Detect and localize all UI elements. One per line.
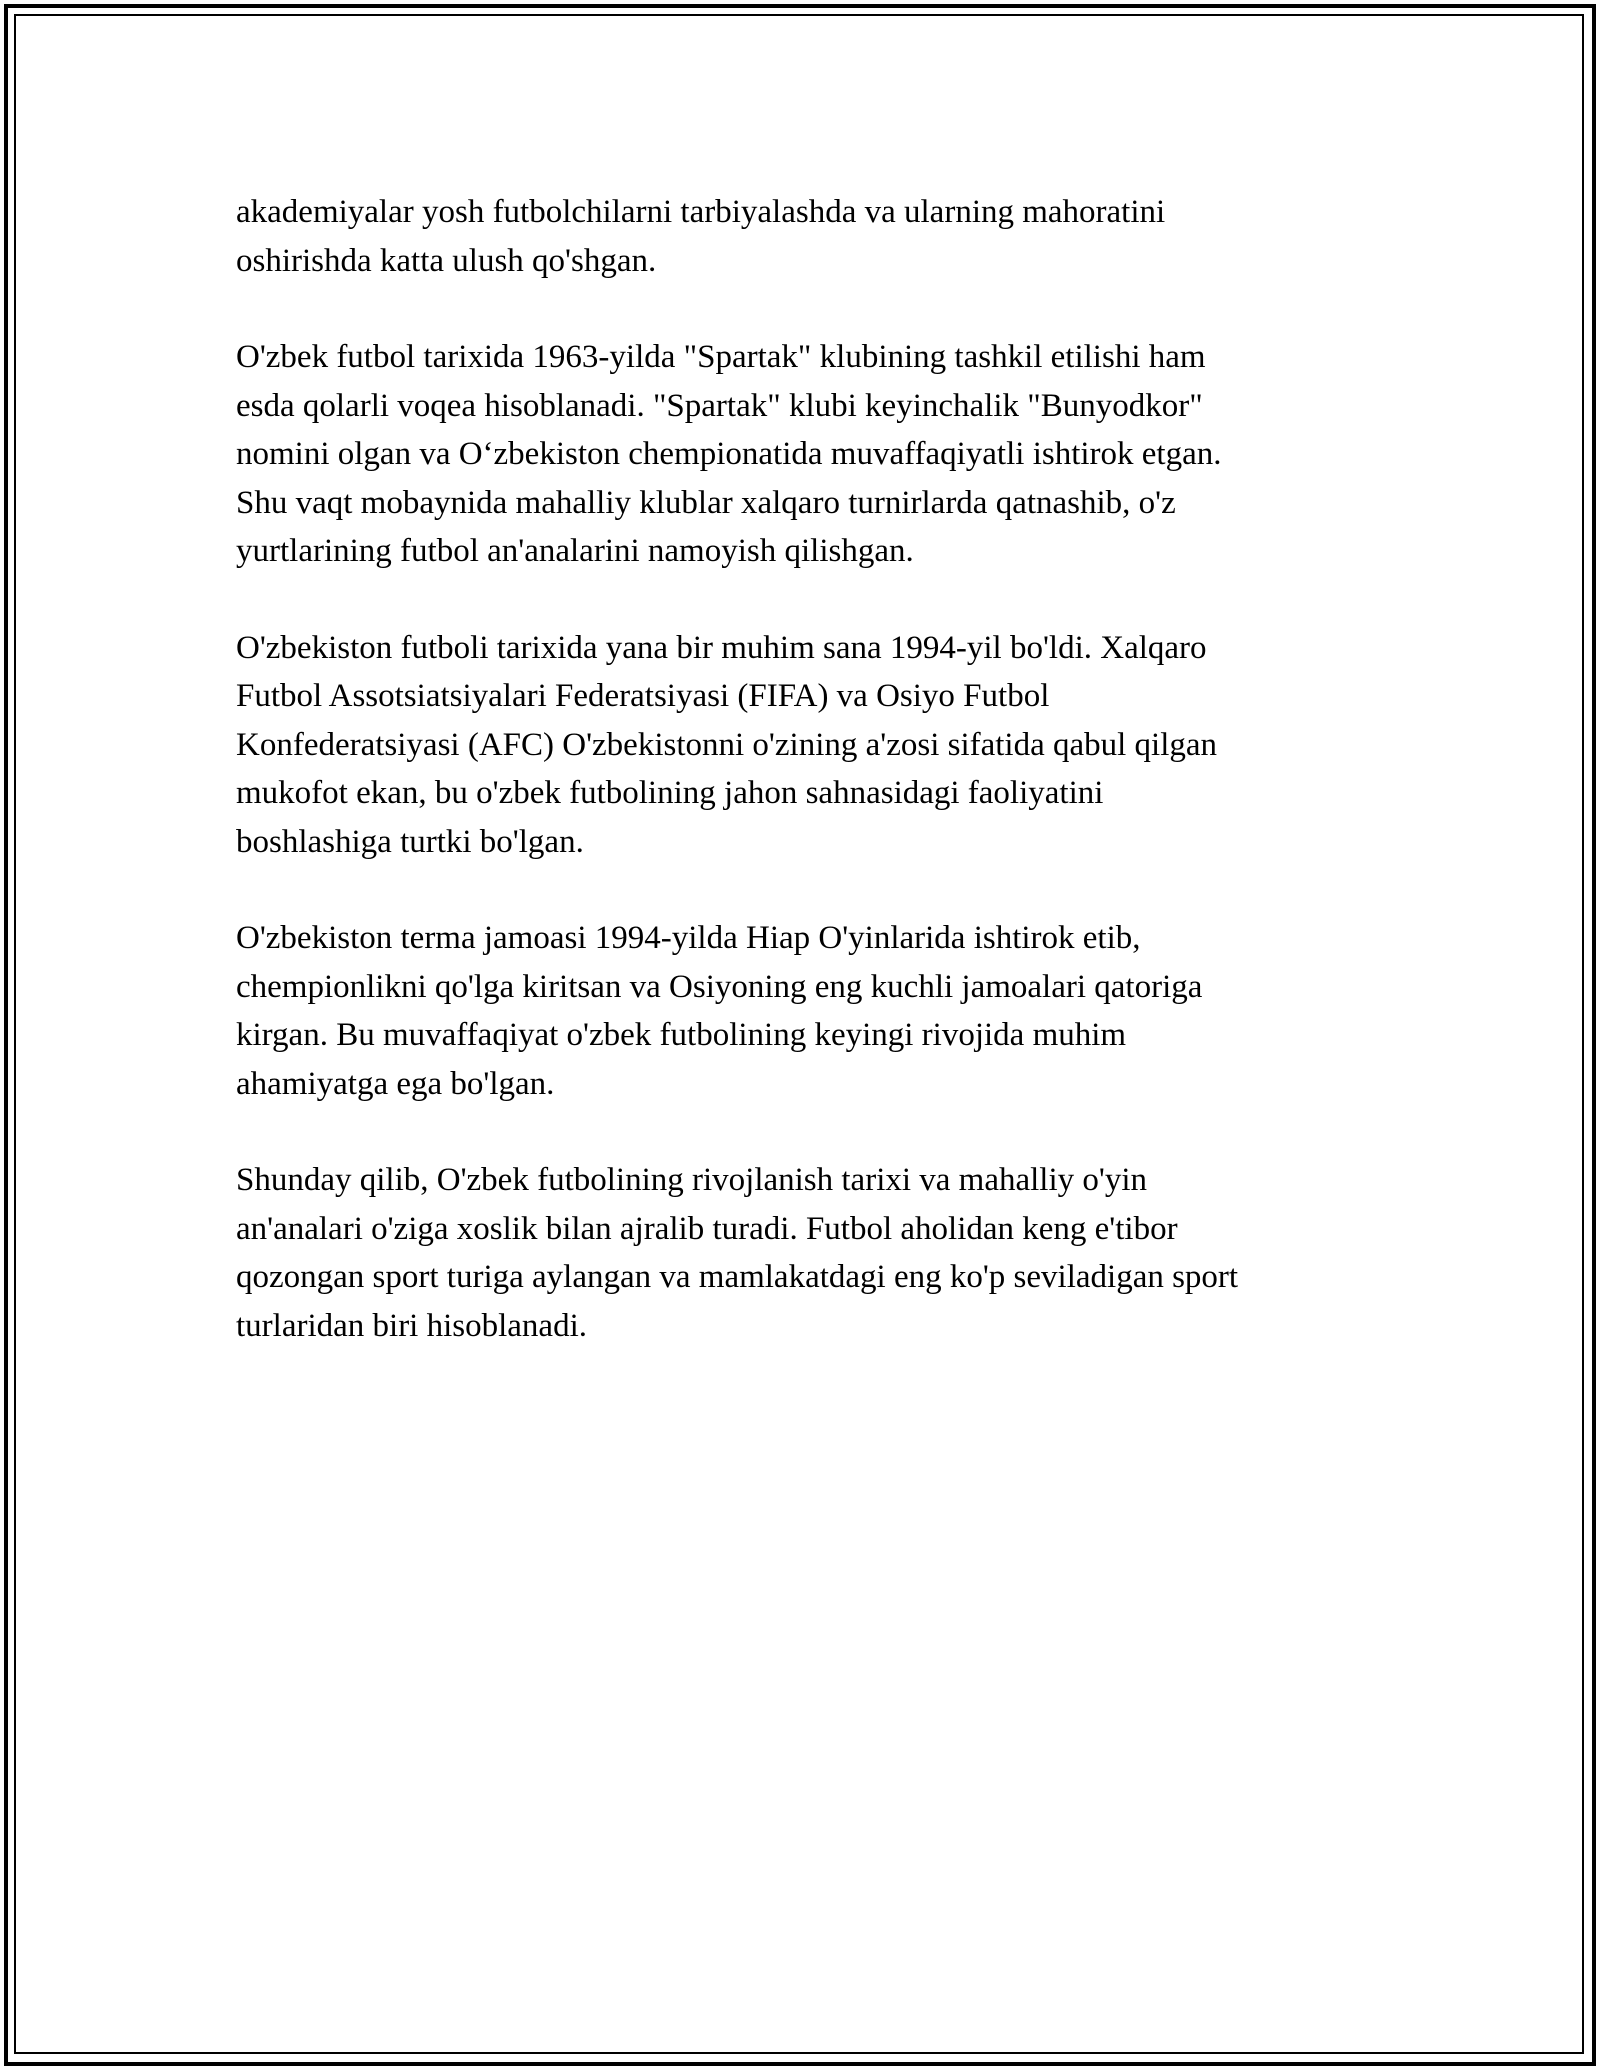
paragraph-conclusion: Shunday qilib, O'zbek futbolining rivojlanish tarixi va mahalliy o'yin an'analari o'ziga xoslik bilan ajralib turadi. Futbol aholidan keng e'tibor qozongan sport turiga aylangan va mamlakatdagi eng ko'p seviladigan sport turlaridan biri hisoblanadi.: [236, 1162, 1239, 1344]
document-body: [236, 188, 1366, 1398]
paragraph-fifa-afc-membership: O'zbekiston futboli tarixida yana bir muhim sana 1994-yil bo'ldi. Xalqaro Futbol Assotsiatsiyalari Federatsiyasi (FIFA) va Osiyo Futbol Konfederatsiyasi (AFC) O'zbekistonni o'zining a'zosi sifatida qabul qilgan mukofot ekan, bu o'zbek futbolining jahon sahnasidagi faoliyatini boshlashiga turtki bo'lgan.: [236, 629, 1218, 860]
paragraph-academies: akademiyalar yosh futbolchilarni tarbiyalashda va ularning mahoratini oshirishda katta ulush qo'shgan.: [236, 194, 1166, 279]
paragraph-spartak-club: O'zbek futbol tarixida 1963-yilda "Spartak" klubining tashkil etilishi ham esda qolarli voqea hisoblanadi. "Spartak" klubi keyinchalik "Bunyodkor" nomini olgan va O‘zbekiston chempionatida muvaffaqiyatli ishtirok etgan. Shu vaqt mobaynida mahalliy klublar xalqaro turnirlarda qatnashib, o'z yurtlarining futbol an'analarini namoyish qilishgan.: [236, 339, 1222, 569]
paragraph-national-team-1994: O'zbekiston terma jamoasi 1994-yilda Hiap O'yinlarida ishtirok etib, chempionlikni qo'lga kiritsan va Osiyoning eng kuchli jamoalari qatoriga kirgan. Bu muvaffaqiyat o'zbek futbolining keyingi rivojida muhim ahamiyatga ega bo'lgan.: [236, 920, 1203, 1102]
